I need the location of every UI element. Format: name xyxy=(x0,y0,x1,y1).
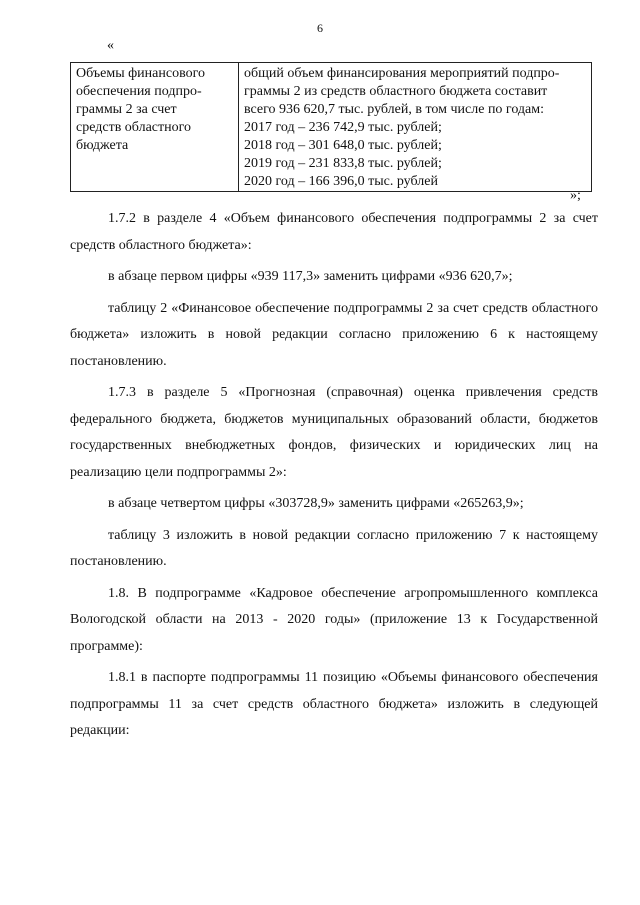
table-value-cell xyxy=(239,63,592,192)
document-body xyxy=(70,206,598,750)
opening-quote: « xyxy=(107,38,114,53)
label-line: бюджета xyxy=(76,138,129,153)
paragraph: 1.8. В подпрограмме «Кадровое обеспечение агропромышленного комплекса Вологодской области на 2013 - 2020 годы» (приложение 13 к Государственной программе): xyxy=(70,585,598,654)
label-line: граммы 2 за счет xyxy=(76,102,177,117)
paragraph: в абзаце четвертом цифры «303728,9» заменить цифрами «265263,9»; xyxy=(108,496,524,511)
label-line: Объемы финансового xyxy=(76,66,205,81)
paragraph: в абзаце первом цифры «939 117,3» заменить цифрами «936 620,7»; xyxy=(108,269,513,284)
funding-table xyxy=(70,62,592,192)
paragraph: 1.8.1 в паспорте подпрограммы 11 позицию «Объемы финансового обеспечения подпрограммы 11 за счет средств областного бюджета» изложить в следующей редакции: xyxy=(70,670,598,738)
value-line: граммы 2 из средств областного бюджета составит xyxy=(244,84,548,99)
table-label-cell xyxy=(71,63,239,192)
label-line: обеспечения подпро- xyxy=(76,84,202,99)
value-line: 2017 год – 236 742,9 тыс. рублей; xyxy=(244,120,442,135)
value-line: 2018 год – 301 648,0 тыс. рублей; xyxy=(244,138,442,153)
value-line: 2020 год – 166 396,0 тыс. рублей xyxy=(244,174,438,189)
page-number: 6 xyxy=(317,21,323,35)
paragraph: таблицу 2 «Финансовое обеспечение подпрограммы 2 за счет средств областного бюджета» изложить в новой редакции согласно приложению 6 к настоящему постановлению. xyxy=(70,300,598,369)
closing-quote: »; xyxy=(570,188,581,203)
label-line: средств областного xyxy=(76,120,192,135)
value-line: всего 936 620,7 тыс. рублей, в том числе по годам: xyxy=(244,102,545,117)
value-line: общий объем финансирования мероприятий подпро- xyxy=(244,66,560,81)
value-line: 2019 год – 231 833,8 тыс. рублей; xyxy=(244,156,442,171)
paragraph: 1.7.3 в разделе 5 «Прогнозная (справочная) оценка привлечения средств федерального бюджета, бюджетов муниципальных образований области, бюджетов государственных внебюджетных фондов, физических и юридических лиц на реализацию цели подпрограммы 2»: xyxy=(70,385,598,480)
paragraph: 1.7.2 в разделе 4 «Объем финансового обеспечения подпрограммы 2 за счет средств областного бюджета»: xyxy=(70,211,598,253)
table-row xyxy=(71,63,592,192)
paragraph: таблицу 3 изложить в новой редакции согласно приложению 7 к настоящему постановлению. xyxy=(70,527,598,569)
